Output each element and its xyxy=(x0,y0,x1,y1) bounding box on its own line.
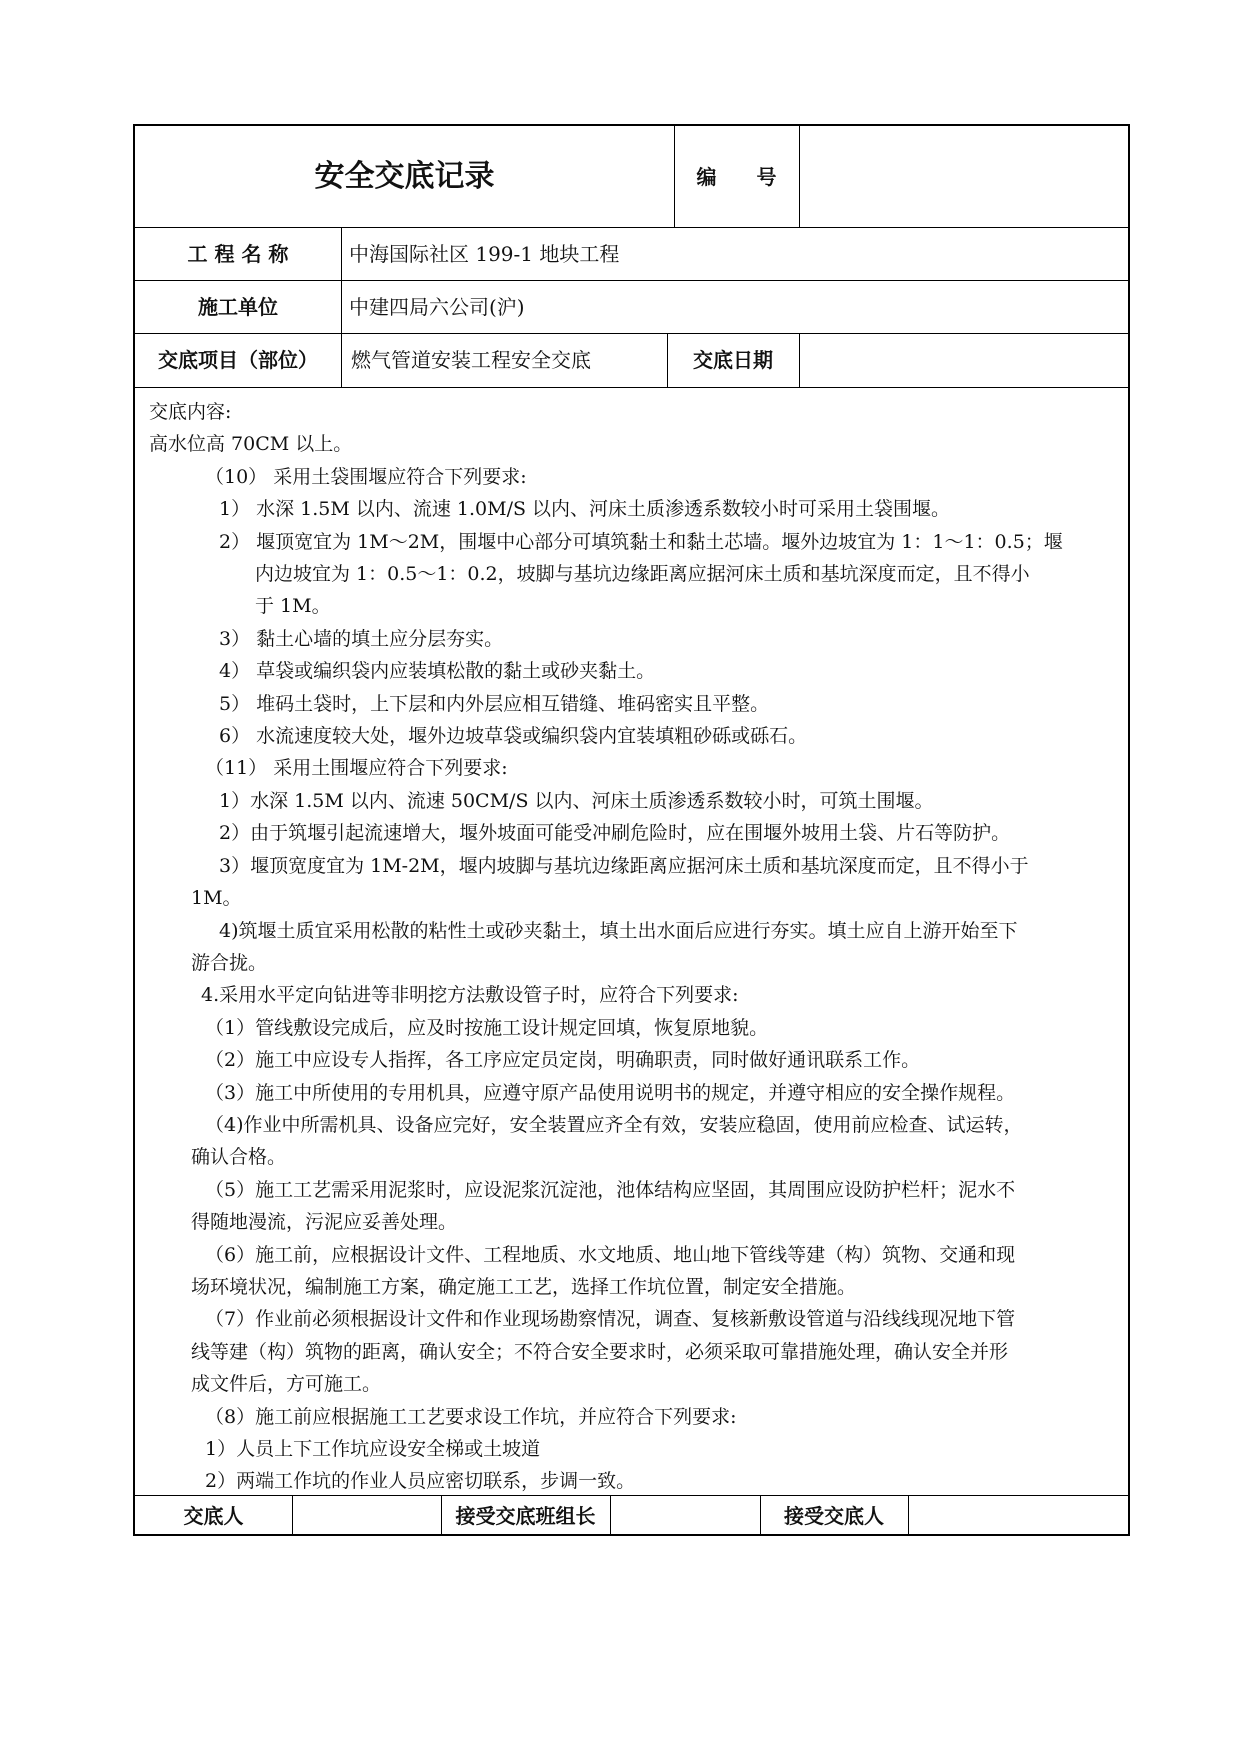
content-line: （7）作业前必须根据设计文件和作业现场勘察情况，调查、复核新敷设管道与沿线线现况地下管 xyxy=(205,1308,1016,1331)
content-line: 确认合格。 xyxy=(191,1146,287,1169)
content-line: 于 1M。 xyxy=(255,595,331,618)
number-label: 编 号 xyxy=(696,164,777,189)
content-line: （11） 采用土围堰应符合下列要求: xyxy=(205,757,508,780)
content-line: 5） 堆码土袋时，上下层和内外层应相互错缝、堆码密实且平整。 xyxy=(219,692,770,715)
recipient-label: 接受交底人 xyxy=(784,1503,884,1528)
content-line: （5）施工工艺需采用泥浆时，应设泥浆沉淀池，池体结构应坚固，其周围应设防护栏杆；泥水不 xyxy=(205,1178,1016,1201)
content-line: 2） 堰顶宽宜为 1M～2M，围堰中心部分可填筑黏土和黏土芯墙。堰外边坡宜为 1：1～1：0.5；堰 xyxy=(219,530,1063,553)
content-line: 1M。 xyxy=(191,887,242,910)
contractor-value[interactable]: 中建四局六公司(沪) xyxy=(349,294,525,319)
safety-briefing-form xyxy=(133,124,1130,1536)
team-leader-label: 接受交底班组长 xyxy=(455,1503,596,1528)
content-line: 1） 水深 1.5M 以内、流速 1.0M/S 以内、河床土质渗透系数较小时可采用土袋围堰。 xyxy=(219,498,951,521)
content-line: （2）施工中应设专人指挥，各工序应定员定岗，明确职责，同时做好通讯联系工作。 xyxy=(205,1049,921,1072)
project-name-label: 工 程 名 称 xyxy=(187,241,289,266)
row-divider xyxy=(135,387,1128,388)
content-line: 2）两端工作坑的作业人员应密切联系，步调一致。 xyxy=(205,1470,636,1493)
content-line: （8）施工前应根据施工工艺要求设工作坑，并应符合下列要求: xyxy=(205,1405,737,1428)
content-line: 3）堰顶宽度宜为 1M-2M，堰内坡脚与基坑边缘距离应据河床土质和基坑深度而定，且不得小于 xyxy=(219,854,1029,877)
content-line: （3）施工中所使用的专用机具，应遵守原产品使用说明书的规定，并遵守相应的安全操作规程。 xyxy=(205,1081,1016,1104)
content-line: （6）施工前，应根据设计文件、工程地质、水文地质、地山地下管线等建（构）筑物、交通和现 xyxy=(205,1243,1016,1266)
content-line: 6） 水流速度较大处，堰外边坡草袋或编织袋内宜装填粗砂砾或砾石。 xyxy=(219,725,808,748)
content-line: 交底内容: xyxy=(149,401,232,423)
briefing-item-value[interactable]: 燃气管道安装工程安全交底 xyxy=(351,348,591,372)
content-line: 3） 黏土心墙的填土应分层夯实。 xyxy=(219,627,504,650)
number-value[interactable] xyxy=(799,126,1130,227)
briefing-giver-label: 交底人 xyxy=(183,1503,244,1528)
briefing-giver-value[interactable] xyxy=(292,1495,441,1536)
content-line: 1）人员上下工作坑应设安全梯或土坡道 xyxy=(205,1438,541,1460)
content-line: 2）由于筑堰引起流速增大，堰外坡面可能受冲刷危险时，应在围堰外坡用土袋、片石等防护。 xyxy=(219,822,1011,845)
content-line: （1）管线敷设完成后，应及时按施工设计规定回填，恢复原地貌。 xyxy=(205,1016,769,1039)
content-line: （10） 采用土袋围堰应符合下列要求: xyxy=(205,465,527,488)
briefing-date-value[interactable] xyxy=(799,333,1130,387)
briefing-date-label: 交底日期 xyxy=(693,348,773,372)
content-line: 游合拢。 xyxy=(191,951,268,974)
content-line: 得随地漫流，污泥应妥善处理。 xyxy=(191,1211,458,1234)
document-title: 安全交底记录 xyxy=(314,158,495,194)
contractor-label: 施工单位 xyxy=(198,294,278,319)
content-line: 线等建（构）筑物的距离，确认安全；不符合安全要求时，必须采取可靠措施处理，确认安全并形 xyxy=(191,1340,1009,1363)
content-line: 成文件后，方可施工。 xyxy=(191,1373,382,1396)
project-name-value[interactable]: 中海国际社区 199-1 地块工程 xyxy=(349,241,620,266)
content-line: 4)筑堰土质宜采用松散的粘性土或砂夹黏土，填土出水面后应进行夯实。填土应自上游开始至下 xyxy=(219,919,1018,942)
content-line: 场环境状况，编制施工方案，确定施工工艺，选择工作坑位置，制定安全措施。 xyxy=(191,1275,857,1298)
recipient-value[interactable] xyxy=(908,1495,1130,1536)
content-line: 高水位高 70CM 以上。 xyxy=(149,433,353,456)
content-line: 4） 草袋或编织袋内应装填松散的黏土或砂夹黏土。 xyxy=(219,660,656,683)
team-leader-value[interactable] xyxy=(610,1495,760,1536)
content-line: 1）水深 1.5M 以内、流速 50CM/S 以内、河床土质渗透系数较小时，可筑土围堰。 xyxy=(219,789,934,812)
briefing-content xyxy=(149,396,1119,1498)
content-line: （4)作业中所需机具、设备应完好，安全装置应齐全有效，安装应稳固，使用前应检查、试运转， xyxy=(205,1113,1023,1136)
briefing-item-label: 交底项目（部位） xyxy=(158,348,318,372)
content-line: 内边坡宜为 1：0.5～1：0.2，坡脚与基坑边缘距离应据河床土质和基坑深度而定，且不得小 xyxy=(255,563,1030,586)
content-line: 4.采用水平定向钻进等非明挖方法敷设管子时，应符合下列要求: xyxy=(201,984,739,1007)
